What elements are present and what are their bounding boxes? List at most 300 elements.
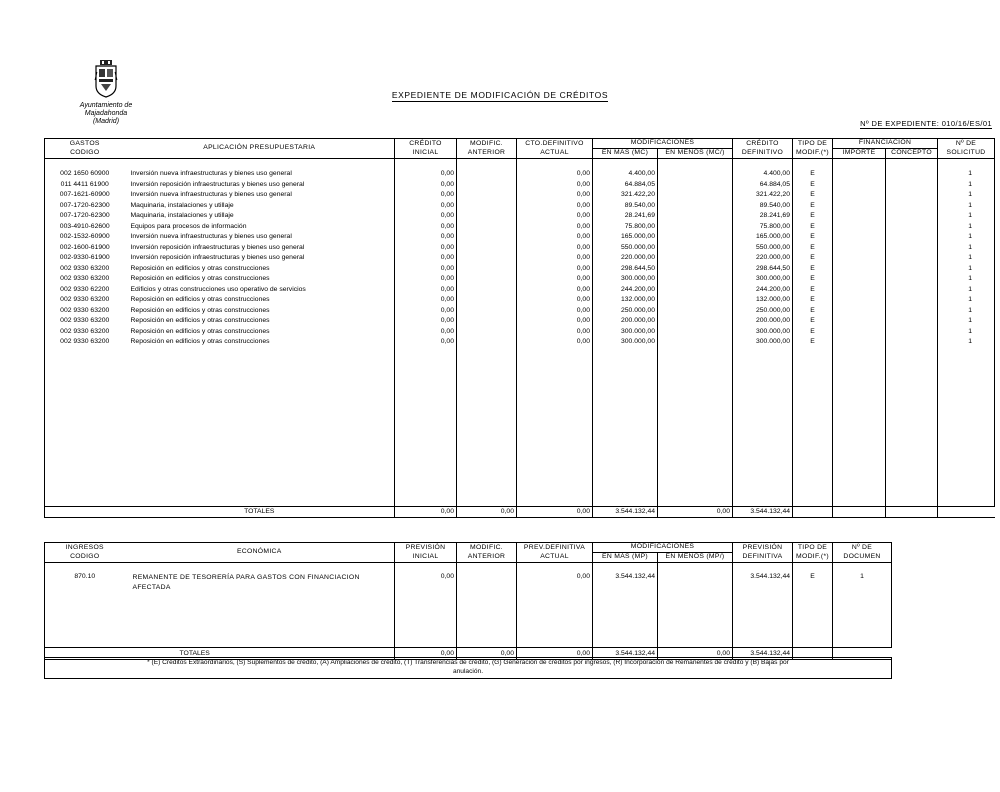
gasto-menos [658,201,733,212]
gasto-codigo: 002 9330 63200 [45,264,125,275]
gasto-menos [658,243,733,254]
gasto-anterior [457,169,517,180]
gasto-actual: 0,00 [517,232,593,243]
gasto-anterior [457,264,517,275]
gasto-menos [658,337,733,348]
gasto-actual: 0,00 [517,222,593,233]
h-prevdef-1: PREV.DEFINITIVA [517,543,593,553]
gasto-definitivo: 300.000,00 [733,327,793,338]
gasto-definitivo: 75.800,00 [733,222,793,233]
gasto-actual: 0,00 [517,295,593,306]
gasto-menos [658,169,733,180]
gasto-actual: 0,00 [517,253,593,264]
total-menos: 0,00 [658,506,733,518]
gasto-menos [658,327,733,338]
ingresos-table [44,542,892,660]
gasto-definitivo: 244.200,00 [733,285,793,296]
gasto-solicitud: 1 [938,295,995,306]
ingreso-tipo: E [793,563,833,648]
gasto-concepto [886,253,938,264]
gasto-actual: 0,00 [517,211,593,222]
gasto-mas: 550.000,00 [593,243,658,254]
gasto-tipo: E [793,306,833,317]
gasto-importe [833,285,886,296]
gastos-row [45,190,995,201]
organization-name [62,102,150,126]
gastos-row [45,253,995,264]
h-tipo-1: TIPO DE [793,139,833,149]
gasto-definitivo [733,348,793,507]
h-itipo-2: MODIF.(*) [793,553,833,563]
gasto-concepto [886,232,938,243]
gasto-inicial: 0,00 [395,232,457,243]
gasto-menos [658,306,733,317]
gasto-concepto [886,295,938,306]
gasto-importe [833,211,886,222]
gasto-mas: 300.000,00 [593,327,658,338]
gastos-totals-row [45,506,995,518]
gasto-mas: 300.000,00 [593,337,658,348]
gasto-actual: 0,00 [517,285,593,296]
gasto-concepto [886,264,938,275]
gasto-tipo: E [793,190,833,201]
gasto-concepto [886,211,938,222]
gasto-tipo: E [793,180,833,191]
gasto-aplicacion [125,159,395,170]
gasto-codigo: 007-1621-60900 [45,190,125,201]
gastos-row [45,264,995,275]
gastos-row [45,169,995,180]
ingreso-actual: 0,00 [517,563,593,648]
gasto-anterior [457,180,517,191]
expediente-value: 010/16/ES/01 [941,119,992,128]
gasto-mas: 200.000,00 [593,316,658,327]
ingreso-mas: 3.544.132,44 [593,563,658,648]
gastos-row [45,201,995,212]
gasto-actual: 0,00 [517,264,593,275]
gasto-concepto [886,243,938,254]
h-ctodef-2: ACTUAL [517,149,593,159]
ingreso-doc: 1 [833,563,892,648]
gasto-solicitud: 1 [938,337,995,348]
gasto-solicitud: 1 [938,232,995,243]
gastos-row [45,295,995,306]
gasto-inicial: 0,00 [395,285,457,296]
gasto-importe [833,316,886,327]
ingreso-inicial: 0,00 [395,563,457,648]
gasto-inicial: 0,00 [395,316,457,327]
gastos-row [45,274,995,285]
h-modific-2: ANTERIOR [457,149,517,159]
gasto-codigo: 002 1650 60900 [45,169,125,180]
gasto-menos [658,316,733,327]
gasto-definitivo: 4.400,00 [733,169,793,180]
gasto-solicitud: 1 [938,264,995,275]
gasto-definitivo: 64.884,05 [733,180,793,191]
gasto-aplicacion: Reposición en edificios y otras construcciones [130,338,270,345]
ingreso-codigo: 870.10 [45,563,125,648]
gasto-aplicacion: Equipos para procesos de información [130,222,247,230]
gasto-definitivo: 200.000,00 [733,316,793,327]
gasto-importe [833,253,886,264]
title-text: EXPEDIENTE DE MODIFICACIÓN DE CRÉDITOS [391,90,609,100]
gasto-concepto [886,201,938,212]
gasto-anterior [457,190,517,201]
gasto-aplicacion: Reposición en edificios y otras construcciones [130,296,270,303]
h-ienmenos: EN MENOS (MP/) [658,553,733,563]
ingreso-economica [125,563,395,648]
gasto-actual: 0,00 [517,243,593,254]
h-credef-1: CRÉDITO [733,139,793,149]
gasto-actual: 0,00 [517,274,593,285]
document-title [0,90,1000,100]
gasto-inicial: 0,00 [395,337,457,348]
gasto-importe [833,274,886,285]
totals-label: TOTALES [244,507,275,515]
h-tipo-2: MODIF.(*) [793,149,833,159]
org-line-3: (Madrid) [92,118,120,125]
gasto-importe [833,222,886,233]
gasto-codigo: 002-1600-61900 [45,243,125,254]
gasto-tipo [793,348,833,507]
gasto-anterior [457,306,517,317]
gasto-menos [658,264,733,275]
h-modific-1: MODIFIC. [457,139,517,149]
gasto-codigo: 002 9330 62200 [45,285,125,296]
gastos-row [45,211,995,222]
gastos-row [45,306,995,317]
gasto-aplicacion: Reposición en edificios y otras construcciones [130,306,270,314]
gasto-anterior [457,327,517,338]
gasto-solicitud: 1 [938,243,995,254]
gasto-codigo: 007-1720-62300 [45,211,125,222]
gasto-mas: 28.241,69 [593,211,658,222]
gastos-spacer-row [45,348,995,507]
itotal-mas: 3.544.132,44 [593,648,658,660]
gasto-solicitud: 1 [938,201,995,212]
gasto-inicial: 0,00 [395,274,457,285]
gasto-concepto [886,190,938,201]
footnote-line1: * (E) Créditos Extraordinarios, (S) Suplementos de crédito, (A) Ampliaciones de crédito, (T) Transferencias de crédito, (G) Generación de créditos por ingresos, (R) Incorporación de Remanentes de crédito y (B) Bajas por [147,659,789,666]
gasto-solicitud: 1 [938,285,995,296]
gastos-row [45,180,995,191]
gasto-anterior [457,159,517,170]
gasto-anterior [457,232,517,243]
h-credito-2: INICIAL [395,149,457,159]
gasto-mas: 89.540,00 [593,201,658,212]
gasto-inicial: 0,00 [395,180,457,191]
gasto-mas: 244.200,00 [593,285,658,296]
gastos-row [45,232,995,243]
gasto-definitivo: 300.000,00 [733,337,793,348]
gastos-table [44,138,995,518]
gasto-actual: 0,00 [517,316,593,327]
gasto-solicitud [938,348,995,507]
h-imodificaciones: MODIFICACIONES [593,543,733,553]
expediente-number [860,119,992,129]
gasto-aplicacion: Maquinaria, instalaciones y utillaje [130,201,234,209]
gasto-concepto [886,348,938,507]
gasto-mas: 165.000,00 [593,232,658,243]
h-ctodef-1: CTO.DEFINITIVO [517,139,593,149]
h-aplicacion: APLICACIÓN PRESUPUESTARIA [203,144,316,152]
gasto-menos [658,180,733,191]
gasto-codigo: 002-1532-60900 [45,232,125,243]
gasto-codigo: 002 9330 63200 [45,337,125,348]
gasto-importe [833,327,886,338]
gasto-inicial: 0,00 [395,295,457,306]
gasto-codigo: 002 9330 63200 [45,274,125,285]
total-actual: 0,00 [517,506,593,518]
gasto-menos [658,285,733,296]
gasto-importe [833,201,886,212]
expediente-label: Nº DE EXPEDIENTE: [860,119,940,128]
gasto-tipo [793,159,833,170]
gasto-importe [833,264,886,275]
gasto-solicitud: 1 [938,169,995,180]
gasto-definitivo: 220.000,00 [733,253,793,264]
ingreso-definitiva: 3.544.132,44 [733,563,793,648]
gasto-aplicacion: Edificios y otras construcciones uso operativo de servicios [130,285,306,293]
gasto-tipo: E [793,295,833,306]
gasto-menos [658,211,733,222]
gasto-inicial: 0,00 [395,264,457,275]
gasto-solicitud [938,159,995,170]
h-modificaciones: MODIFICACIONES [593,139,733,149]
gasto-aplicacion: Reposición en edificios y otras construcciones [130,264,270,272]
gasto-solicitud: 1 [938,327,995,338]
gasto-codigo [45,159,125,170]
h-ndoc-1: Nº DE [833,543,892,553]
gasto-codigo: 002-9330-61900 [45,253,125,264]
h-prevdef-2: ACTUAL [517,553,593,563]
gasto-tipo: E [793,264,833,275]
gasto-anterior [457,211,517,222]
total-anterior: 0,00 [457,506,517,518]
gasto-inicial: 0,00 [395,327,457,338]
gasto-definitivo: 298.644,50 [733,264,793,275]
gasto-anterior [457,295,517,306]
gasto-anterior [457,274,517,285]
h-ingresos: INGRESOS [45,543,125,553]
gasto-actual: 0,00 [517,169,593,180]
gasto-importe [833,159,886,170]
gasto-importe [833,337,886,348]
gasto-tipo: E [793,201,833,212]
gasto-menos [658,190,733,201]
gasto-solicitud: 1 [938,211,995,222]
h-economica: ECONÓMICA [236,548,282,556]
footnote-line2: anulación. [452,668,484,675]
gasto-aplicacion: Inversión reposición infraestructuras y bienes uso general [130,254,305,261]
h-icodigo: CÓDIGO [45,553,125,563]
h-gastos: GASTOS [45,139,125,149]
itotals-label: TOTALES [179,650,210,657]
h-nsol-2: SOLICITUD [938,149,995,159]
gastos-row [45,337,995,348]
gasto-codigo: 002 9330 63200 [45,327,125,338]
gasto-menos [658,159,733,170]
gasto-mas: 4.400,00 [593,169,658,180]
h-imodific-2: ANTERIOR [457,553,517,563]
gasto-solicitud: 1 [938,274,995,285]
ingreso-economica-line1: REMANENTE DE TESORERÍA PARA GASTOS CON FINANCIACION [132,574,360,581]
gasto-concepto [886,316,938,327]
itotal-definitiva: 3.544.132,44 [733,648,793,660]
gasto-mas: 298.644,50 [593,264,658,275]
gasto-definitivo: 321.422,20 [733,190,793,201]
gasto-codigo: 002 9330 63200 [45,306,125,317]
gasto-mas [593,348,658,507]
gasto-concepto [886,306,938,317]
gasto-aplicacion: Inversión reposición infraestructuras y bienes uso general [130,180,305,188]
gasto-mas: 64.884,05 [593,180,658,191]
gasto-inicial: 0,00 [395,201,457,212]
gasto-menos [658,274,733,285]
gasto-solicitud: 1 [938,306,995,317]
gasto-actual: 0,00 [517,201,593,212]
gasto-solicitud: 1 [938,222,995,233]
itotal-anterior: 0,00 [457,648,517,660]
gasto-aplicacion: Reposición en edificios y otras construcciones [130,327,270,335]
h-credito-1: CRÉDITO [395,139,457,149]
gasto-anterior [457,243,517,254]
gasto-aplicacion: Inversión reposición infraestructuras y bienes uso general [130,243,305,251]
h-importe: IMPORTE [833,149,886,159]
gasto-codigo: 002 9330 63200 [45,295,125,306]
gasto-menos [658,348,733,507]
gasto-tipo: E [793,285,833,296]
gasto-anterior [457,201,517,212]
gasto-importe [833,243,886,254]
gasto-menos [658,222,733,233]
gasto-tipo: E [793,169,833,180]
gasto-definitivo [733,159,793,170]
gasto-aplicacion: Reposición en edificios y otras construcciones [130,317,270,324]
gasto-inicial: 0,00 [395,211,457,222]
gasto-tipo: E [793,327,833,338]
gasto-importe [833,348,886,507]
gasto-inicial [395,159,457,170]
ingresos-row [45,563,892,648]
gasto-importe [833,295,886,306]
gasto-solicitud: 1 [938,316,995,327]
gasto-concepto [886,337,938,348]
gasto-concepto [886,274,938,285]
gasto-solicitud: 1 [938,180,995,191]
gasto-definitivo: 250.000,00 [733,306,793,317]
gasto-actual: 0,00 [517,190,593,201]
h-prev-1: PREVISIÓN [395,543,457,553]
total-definitivo: 3.544.132,44 [733,506,793,518]
gasto-actual: 0,00 [517,327,593,338]
gasto-anterior [457,348,517,507]
gasto-tipo: E [793,232,833,243]
gasto-definitivo: 89.540,00 [733,201,793,212]
gasto-importe [833,232,886,243]
gasto-aplicacion: Reposición en edificios y otras construcciones [130,275,270,282]
gasto-mas: 321.422,20 [593,190,658,201]
gastos-row [45,327,995,338]
h-codigo: CÓDIGO [45,149,125,159]
gasto-anterior [457,222,517,233]
gasto-codigo: 011 4411 61900 [45,180,125,191]
gastos-row [45,316,995,327]
itotal-inicial: 0,00 [395,648,457,660]
gasto-actual [517,348,593,507]
gasto-inicial: 0,00 [395,306,457,317]
gastos-row [45,222,995,233]
gasto-concepto [886,327,938,338]
h-enmas: EN MÁS (MC) [593,149,658,159]
gasto-anterior [457,316,517,327]
gasto-actual: 0,00 [517,180,593,191]
gasto-anterior [457,285,517,296]
gasto-tipo: E [793,316,833,327]
gasto-aplicacion: Inversión nueva infraestructuras y bienes uso general [130,233,292,240]
gasto-tipo: E [793,222,833,233]
h-imodific-1: MODIFIC. [457,543,517,553]
total-mas: 3.544.132,44 [593,506,658,518]
gastos-spacer-row [45,159,995,170]
gasto-mas: 250.000,00 [593,306,658,317]
gasto-definitivo: 132.000,00 [733,295,793,306]
org-line-1: Ayuntamiento de [79,102,133,109]
gastos-row [45,243,995,254]
gasto-tipo: E [793,243,833,254]
gasto-importe [833,180,886,191]
h-nsol-1: Nº DE [938,139,995,149]
gasto-concepto [886,180,938,191]
gasto-concepto [886,169,938,180]
h-financiacion: FINANCIACIÓN [833,139,938,149]
gasto-anterior [457,337,517,348]
gasto-anterior [457,253,517,264]
gasto-definitivo: 550.000,00 [733,243,793,254]
gasto-mas: 132.000,00 [593,295,658,306]
gasto-definitivo: 165.000,00 [733,232,793,243]
h-ienmas: EN MÁS (MP) [593,553,658,563]
org-line-2: Majadahonda [84,110,128,117]
gasto-importe [833,169,886,180]
gasto-concepto [886,159,938,170]
gasto-tipo: E [793,253,833,264]
gasto-inicial: 0,00 [395,253,457,264]
gasto-concepto [886,285,938,296]
gasto-mas: 75.800,00 [593,222,658,233]
h-ndoc-2: DOCUMEN [833,553,892,563]
gasto-solicitud: 1 [938,253,995,264]
footnote [44,657,892,679]
gasto-menos [658,295,733,306]
h-itipo-1: TIPO DE [793,543,833,553]
gasto-inicial: 0,00 [395,243,457,254]
gasto-tipo: E [793,211,833,222]
gasto-actual: 0,00 [517,337,593,348]
gasto-importe [833,306,886,317]
total-inicial: 0,00 [395,506,457,518]
gasto-tipo: E [793,274,833,285]
h-prevd-1: PREVISIÓN [733,543,793,553]
ingreso-economica-line2: AFECTADA [132,584,171,591]
itotal-menos: 0,00 [658,648,733,660]
gasto-tipo: E [793,337,833,348]
gastos-row [45,285,995,296]
gasto-mas [593,159,658,170]
gasto-importe [833,190,886,201]
gasto-codigo: 003-4910-62600 [45,222,125,233]
gastos-rows [45,159,995,507]
